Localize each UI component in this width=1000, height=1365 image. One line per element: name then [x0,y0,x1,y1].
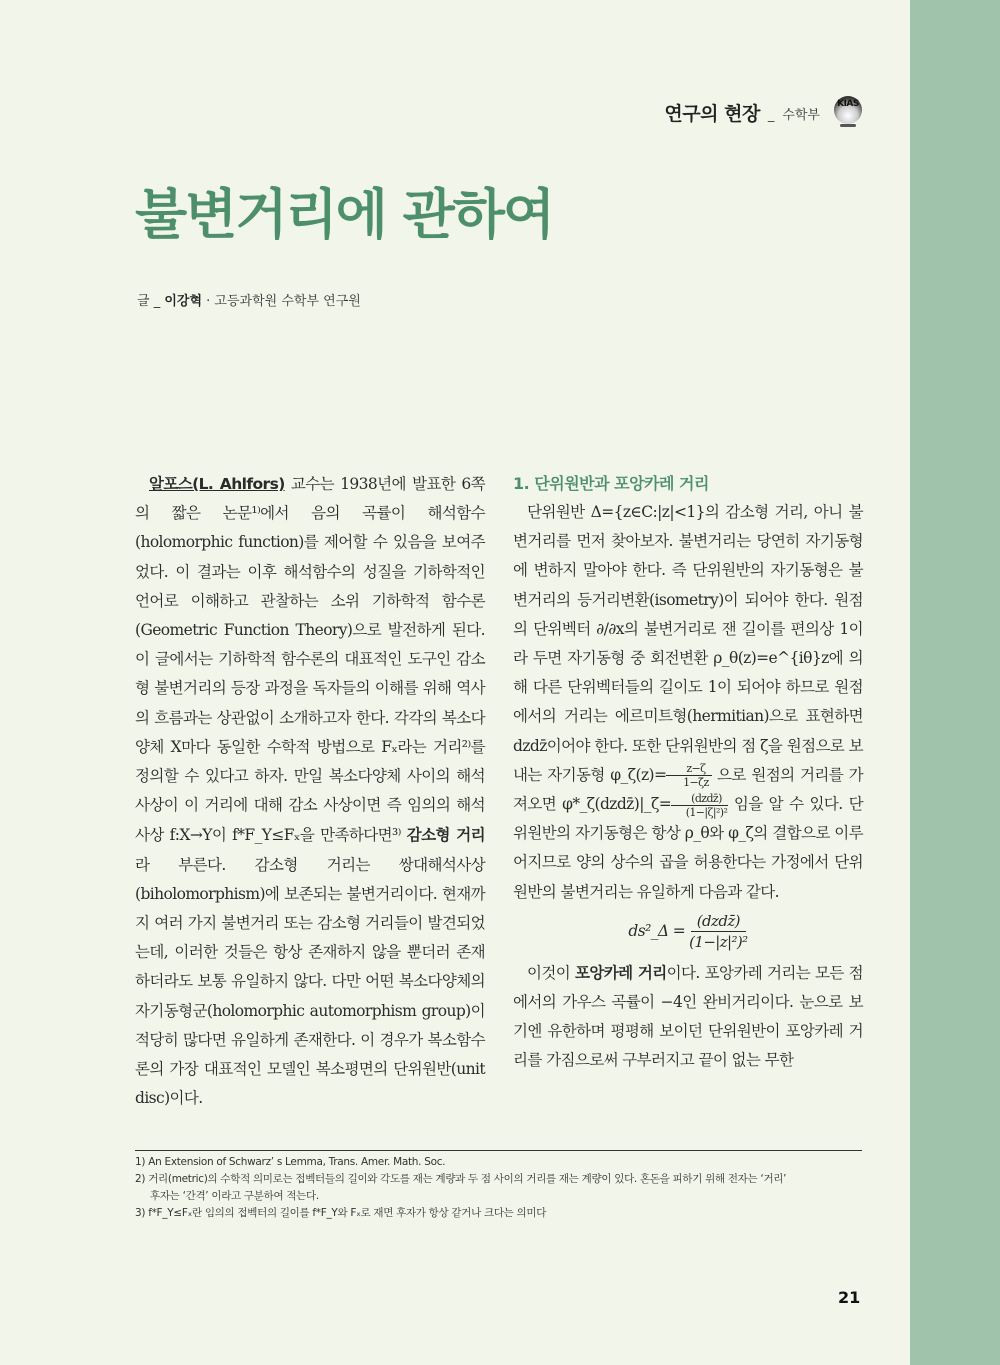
unit-disc-text-2: 으로 원점의 거리를 가져오면 φ*_ζ(dzdz̄)|_ζ= [513,765,863,814]
logo-stand [840,124,856,127]
bold-term-decreasing-metric: 감소형 거리 [406,825,485,845]
lead-name: 알포스(L. Ahlfors) [149,475,285,493]
byline-author: 이강혁 [164,294,203,309]
header-separator: _ [767,107,775,123]
footnote-1: 1) An Extension of Schwarz’ s Lemma, Trans. Amer. Math. Soc. [135,1156,446,1168]
logo-text: KIAS [837,99,859,109]
header-department: 수학부 [782,107,820,123]
bold-term-poincare-metric: 포앙카레 거리 [575,962,667,982]
byline-affiliation: · 고등과학원 수학부 연구원 [206,294,361,309]
running-header [664,96,862,128]
unit-disc-text-3: 임을 알 수 있다. 단위원반의 자기동형은 항상 ρ_θ와 φ_ζ의 결합으로 이루어지므로 양의 상수의 곱을 허용한다는 가정에서 단위원반의 불변거리는 유일하게 다음과 같다. [513,795,863,901]
right-column [513,470,863,1076]
unit-disc-text-1: 단위원반 Δ={z∈C:|z|<1}의 감소형 거리, 아니 불변거리를 먼저 찾아보자. 불변거리는 당연히 자기동형에 변하지 말아야 한다. 즉 단위원반의 자기동형은 불변거리의 등거리변환(isometry)이 되어야 한다. 원점의 단위벡터 ∂/∂x의 불변거리로 잰 길이를 편의상 1이라 두면 자기동형 중 회전변환 ρ_θ(z)=e^{iθ}z에 의해 다른 단위벡터들의 길이도 1이 되어야 하므로 원점에서의 거리는 에르미트형(hermitian)으로 표현하면 dzdz̄이어야 한다. 또한 단위원반의 점 ζ을 원점으로 보내는 자기동형 φ_ζ(z)= [513,503,863,784]
footnote-2-continued: 후자는 ‘간격’ 이라고 구분하여 적는다. [150,1190,319,1202]
fraction-pullback: $\frac{\text{(dzdz̄)}}{\text{(1−|ζ|²)²}}$ [671,792,728,819]
poincare-paragraph: 이것이 포앙카레 거리이다. 포앙카레 거리는 모든 점에서의 가우스 곡률이 −4인 완비거리이다. 눈으로 보기엔 유한하며 평평해 보이던 단위원반이 포앙카레 거리를 가짐으로써 구부러지고 끝이 없는 무한 [513,962,863,1070]
formula-fraction: $\frac{\text{(dzdz̄)}}{\text{(1−|z|²)²}}$ [689,911,748,951]
footnote-divider [135,1150,862,1151]
footnotes [135,1154,875,1222]
formula-lhs: ds²_Δ = [628,921,686,940]
byline-prefix: 글 _ [137,294,161,309]
section-heading: 1. 단위원반과 포앙카레 거리 [513,474,709,493]
left-column [135,470,485,1113]
poincare-formula [513,911,863,952]
intro-text-2: 라 부른다. 감소형 거리는 쌍대해석사상(biholomorphism)에 보존되는 불변거리이다. 현재까지 여러 가지 불변거리 또는 감소형 거리들이 발견되었는데, 이러한 것들은 항상 존재하지 않을 뿐더러 존재하더라도 보통 유일하지 않다. 다만 어떤 복소다양체의 자기동형군(holomorphic automorphism group)이 적당히 많다면 유일하게 존재한다. 이 경우가 복소함수론의 가장 대표적인 모델인 복소평면의 단위원반(unit disc)이다. [135,855,485,1108]
article-title: 불변거리에 관하여 [135,183,554,246]
header-section-title: 연구의 현장 [664,102,760,125]
page-number: 21 [838,1288,861,1307]
intro-paragraph [135,470,485,1113]
kias-logo-icon [834,96,862,128]
footnote-2: 2) 거리(metric)의 수학적 의미로는 접벡터들의 길이와 각도를 재는 계량과 두 점 사이의 거리를 재는 계량이 있다. 혼돈을 피하기 위해 전자는 ‘거리’ [135,1173,787,1185]
unit-disc-paragraph [513,498,863,907]
fraction-automorphism: $\frac{z-\zeta}{1-\zetāz}$ [666,762,711,789]
footnote-3: 3) f*F_Y≤Fₓ란 임의의 접벡터의 길이를 f*F_Y와 Fₓ로 재면 후자가 항상 같거나 크다는 의미다 [135,1207,547,1219]
byline [137,290,361,309]
intro-text-1: 교수는 1938년에 발표한 6쪽의 짧은 논문¹⁾에서 음의 곡률이 해석함수(holomorphic function)를 제어할 수 있음을 보여주었다. 이 결과는 이후 해석함수의 성질을 기하학적인 언어로 이해하고 관찰하는 소위 기하학적 함수론(Geometric Function Theory)으로 발전하게 된다. 이 글에서는 기하학적 함수론의 대표적인 도구인 감소형 불변거리의 등장 과정을 독자들의 이해를 위해 역사의 흐름과는 상관없이 소개하고자 한다. 각각의 복소다양체 X마다 동일한 수학적 방법으로 Fₓ라는 거리²⁾를 정의할 수 있다고 하자. 만일 복소다양체 사이의 해석사상이 이 거리에 대해 감소 사상이면 즉 임의의 해석사상 f:X→Y이 f*F_Y≤Fₓ을 만족하다면³⁾ [135,475,485,845]
side-color-band [910,0,1000,1365]
